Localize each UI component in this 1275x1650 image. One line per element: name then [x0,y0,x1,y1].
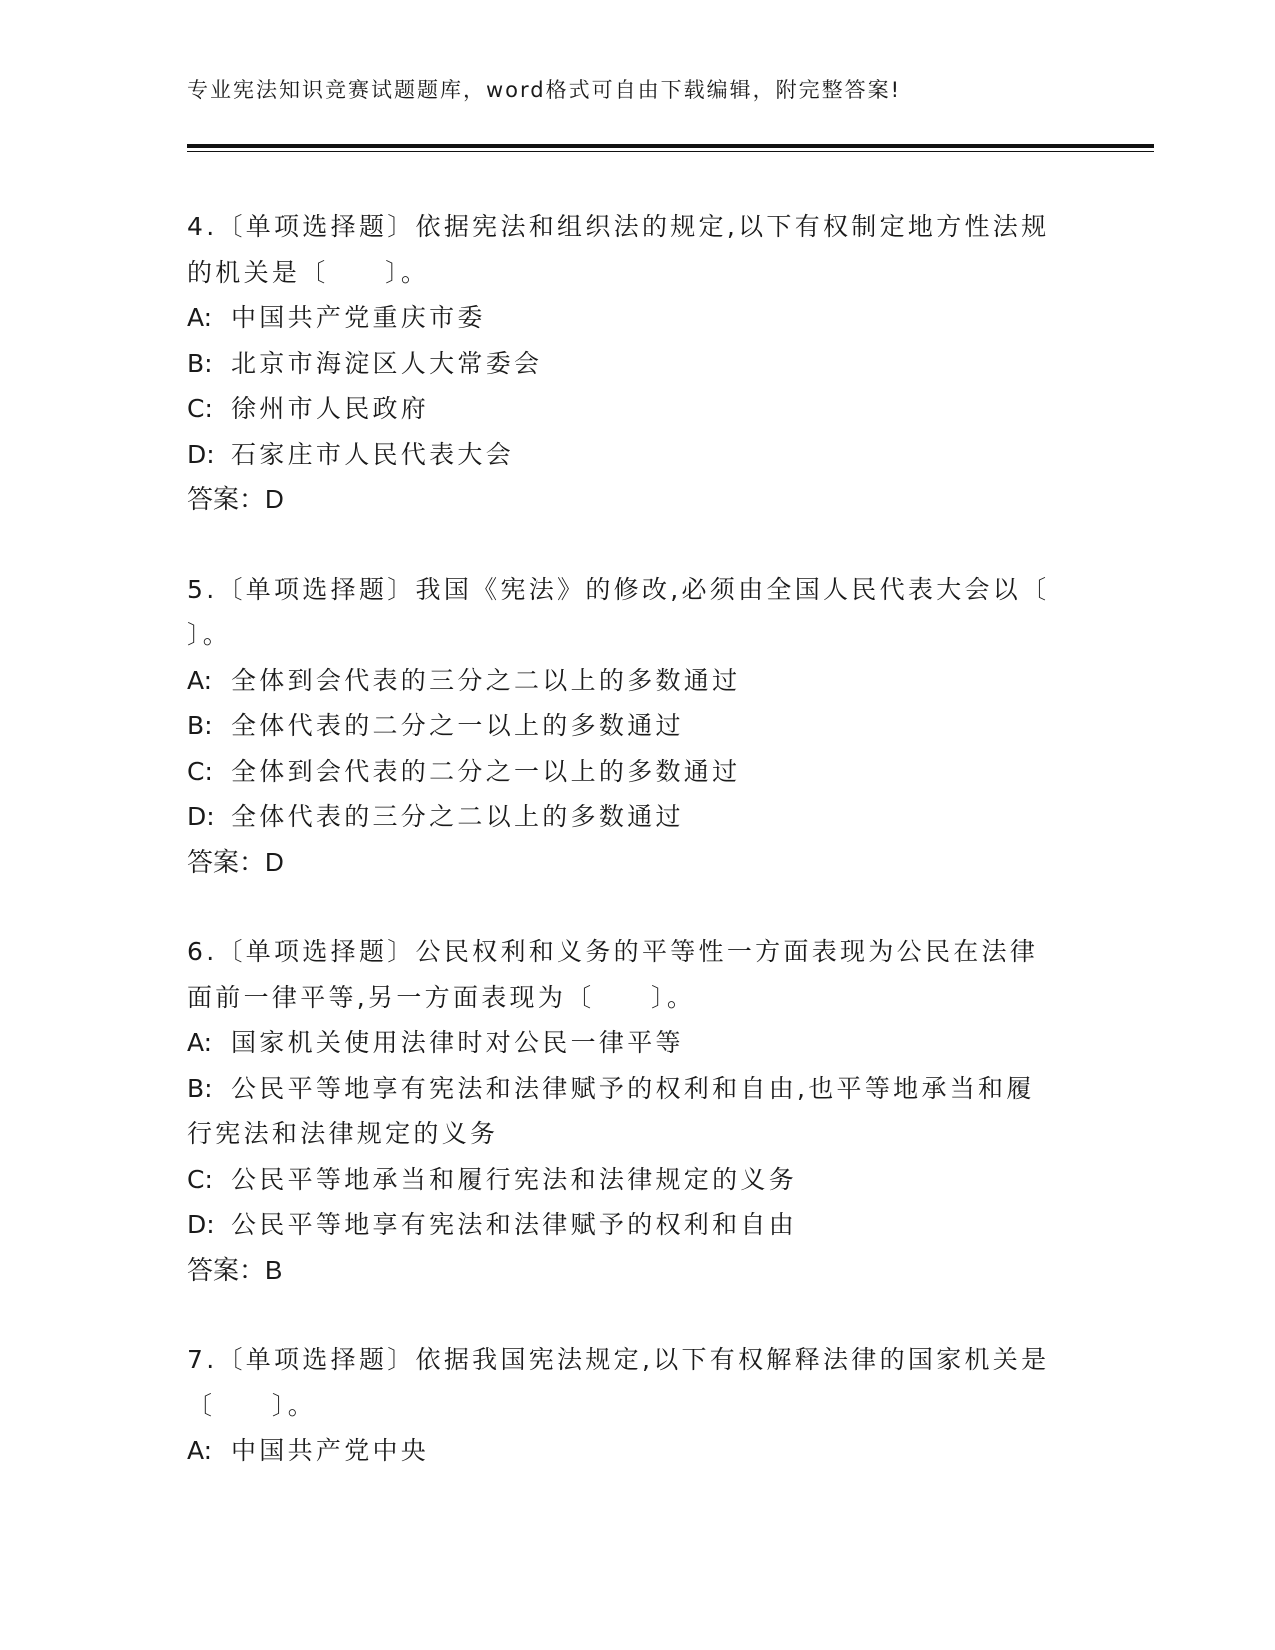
option-b-continued: 行宪法和法律规定的义务 [187,1119,499,1148]
option-b [187,1066,1087,1112]
option-b [187,341,1087,387]
question-stem-line: 5.〔单项选择题〕我国《宪法》的修改,必须由全国人民代表大会以〔 [187,574,1050,604]
option-letter: C: [187,1164,213,1194]
option-d [187,432,1087,478]
question-5 [187,567,1087,886]
option-d [187,1202,1087,1248]
option-c [187,749,1087,795]
option-letter: B: [187,348,213,378]
option-text: 中国共产党重庆市委 [231,303,486,332]
option-text: 全体代表的二分之一以上的多数通过 [231,711,684,740]
option-d [187,794,1087,840]
question-stem-line: 6.〔单项选择题〕公民权利和义务的平等性一方面表现为公民在法律 [187,937,1039,966]
question-list [187,204,1087,1518]
option-letter: A: [187,1436,213,1465]
answer: 答案：D [187,484,284,514]
question-6 [187,929,1087,1293]
option-text: 全体到会代表的二分之一以上的多数通过 [231,756,741,786]
option-text: 北京市海淀区人大常委会 [231,348,543,378]
option-a [187,295,1087,341]
option-letter: B: [187,711,213,740]
option-letter: A: [187,1028,213,1057]
option-a [187,1428,1087,1474]
option-c [187,386,1087,432]
option-b [187,703,1087,749]
option-text: 石家庄市人民代表大会 [231,439,515,469]
option-text: 公民平等地享有宪法和法律赋予的权利和自由 [231,1210,798,1239]
document-header: 专业宪法知识竞赛试题题库，word格式可自由下载编辑，附完整答案! [187,78,902,102]
question-stem-line: 7.〔单项选择题〕依据我国宪法规定,以下有权解释法律的国家机关是 [187,1345,1050,1374]
option-text: 徐州市人民政府 [231,394,430,423]
option-c [187,1157,1087,1203]
option-letter: C: [187,756,213,786]
question-7 [187,1337,1087,1474]
question-stem-line: 〔 〕。 [187,1390,317,1420]
answer: 答案：D [187,846,284,877]
option-a [187,1020,1087,1066]
option-text: 中国共产党中央 [231,1436,430,1465]
answer: 答案：B [187,1254,283,1285]
option-letter: D: [187,1210,215,1239]
option-text: 公民平等地承当和履行宪法和法律规定的义务 [231,1164,798,1194]
question-stem-line: 〕。 [187,620,232,649]
option-letter: D: [187,802,215,831]
option-text: 全体代表的三分之二以上的多数通过 [231,802,684,831]
option-letter: A: [187,303,213,332]
option-text: 国家机关使用法律时对公民一律平等 [231,1028,684,1057]
question-stem-line: 面前一律平等,另一方面表现为〔 〕。 [187,982,696,1012]
question-4 [187,204,1087,523]
option-letter: A: [187,665,213,695]
question-stem-line: 4.〔单项选择题〕依据宪法和组织法的规定,以下有权制定地方性法规 [187,212,1050,241]
header-rule-thick [187,144,1154,148]
option-letter: B: [187,1073,213,1103]
option-letter: C: [187,394,213,423]
option-text: 公民平等地享有宪法和法律赋予的权利和自由,也平等地承当和履 [231,1073,1035,1103]
option-text: 全体到会代表的三分之二以上的多数通过 [231,665,741,695]
option-a [187,658,1087,704]
header-rule-thin [187,151,1154,152]
question-stem-line: 的机关是〔 〕。 [187,257,430,287]
option-letter: D: [187,439,215,469]
